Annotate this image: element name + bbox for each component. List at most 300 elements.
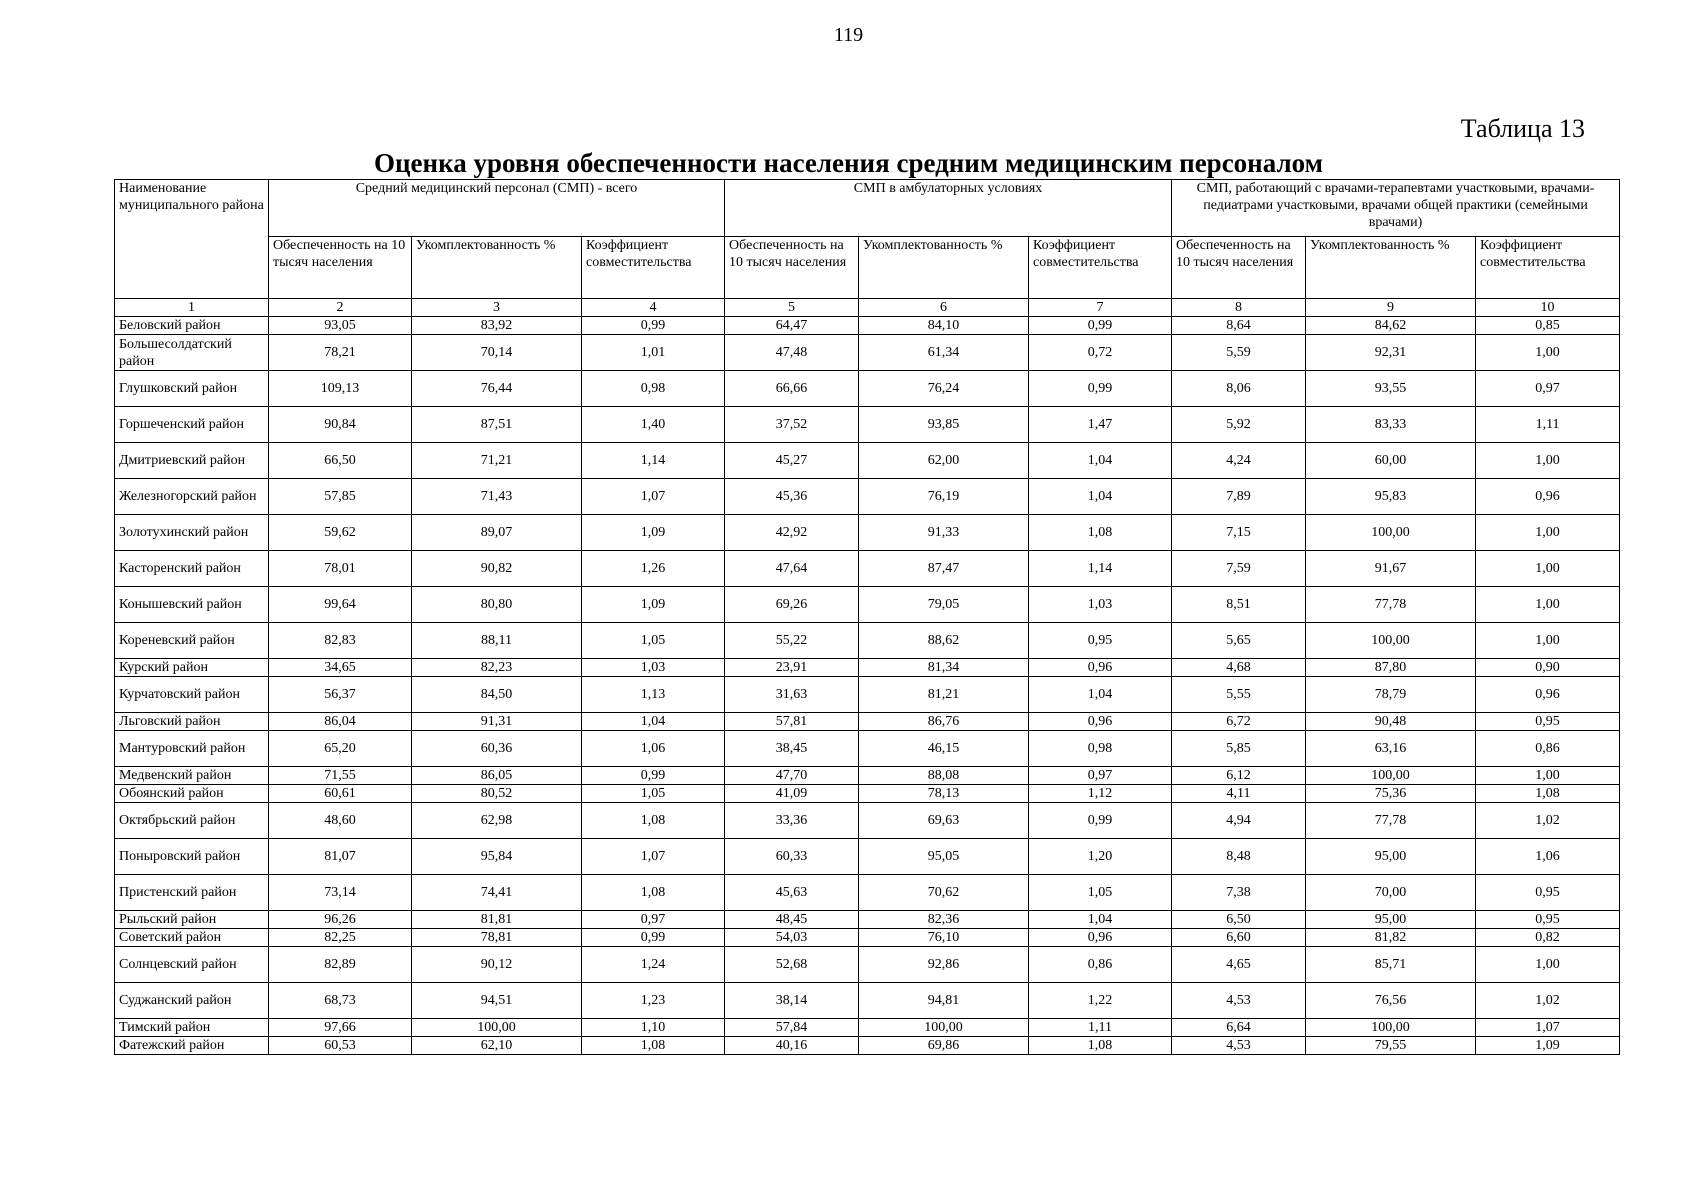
value-cell: 70,14	[412, 335, 582, 371]
value-cell: 1,02	[1476, 983, 1620, 1019]
column-number: 6	[859, 299, 1029, 317]
value-cell: 7,59	[1172, 551, 1306, 587]
value-cell: 4,53	[1172, 1037, 1306, 1055]
district-name-cell: Касторенский район	[115, 551, 269, 587]
value-cell: 34,65	[269, 659, 412, 677]
value-cell: 1,04	[1029, 677, 1172, 713]
value-cell: 92,86	[859, 947, 1029, 983]
value-cell: 90,82	[412, 551, 582, 587]
value-cell: 77,78	[1306, 803, 1476, 839]
value-cell: 81,81	[412, 911, 582, 929]
value-cell: 71,55	[269, 767, 412, 785]
value-cell: 1,24	[582, 947, 725, 983]
value-cell: 1,00	[1476, 551, 1620, 587]
table-label: Таблица 13	[1460, 114, 1585, 143]
value-cell: 0,72	[1029, 335, 1172, 371]
table-row	[115, 839, 1620, 875]
table-row	[115, 407, 1620, 443]
table-row	[115, 1019, 1620, 1037]
value-cell: 1,04	[582, 713, 725, 731]
value-cell: 4,94	[1172, 803, 1306, 839]
value-cell: 0,95	[1476, 911, 1620, 929]
value-cell: 83,33	[1306, 407, 1476, 443]
value-cell: 100,00	[1306, 623, 1476, 659]
value-cell: 41,09	[725, 785, 859, 803]
value-cell: 69,26	[725, 587, 859, 623]
value-cell: 1,23	[582, 983, 725, 1019]
value-cell: 0,99	[1029, 371, 1172, 407]
value-cell: 1,47	[1029, 407, 1172, 443]
value-cell: 1,14	[582, 443, 725, 479]
value-cell: 37,52	[725, 407, 859, 443]
value-cell: 1,13	[582, 677, 725, 713]
value-cell: 1,08	[1029, 1037, 1172, 1055]
value-cell: 1,00	[1476, 947, 1620, 983]
value-cell: 1,02	[1476, 803, 1620, 839]
value-cell: 91,31	[412, 713, 582, 731]
value-cell: 5,85	[1172, 731, 1306, 767]
value-cell: 1,08	[1029, 515, 1172, 551]
header-coefficient: Коэффициент совместительства	[582, 237, 725, 299]
district-name-cell: Медвенский район	[115, 767, 269, 785]
value-cell: 66,50	[269, 443, 412, 479]
value-cell: 1,08	[582, 803, 725, 839]
district-name-cell: Рыльский район	[115, 911, 269, 929]
value-cell: 83,92	[412, 317, 582, 335]
header-provision: Обеспеченность на 10 тысяч населения	[269, 237, 412, 299]
value-cell: 1,20	[1029, 839, 1172, 875]
district-name-cell: Курский район	[115, 659, 269, 677]
value-cell: 62,98	[412, 803, 582, 839]
value-cell: 62,00	[859, 443, 1029, 479]
value-cell: 100,00	[1306, 515, 1476, 551]
district-name-cell: Курчатовский район	[115, 677, 269, 713]
value-cell: 8,64	[1172, 317, 1306, 335]
value-cell: 92,31	[1306, 335, 1476, 371]
value-cell: 1,08	[582, 875, 725, 911]
column-number: 9	[1306, 299, 1476, 317]
value-cell: 90,84	[269, 407, 412, 443]
value-cell: 60,53	[269, 1037, 412, 1055]
table-row	[115, 551, 1620, 587]
value-cell: 61,34	[859, 335, 1029, 371]
value-cell: 84,62	[1306, 317, 1476, 335]
value-cell: 40,16	[725, 1037, 859, 1055]
value-cell: 89,07	[412, 515, 582, 551]
value-cell: 5,65	[1172, 623, 1306, 659]
value-cell: 80,80	[412, 587, 582, 623]
value-cell: 52,68	[725, 947, 859, 983]
value-cell: 1,40	[582, 407, 725, 443]
value-cell: 59,62	[269, 515, 412, 551]
table-row	[115, 983, 1620, 1019]
value-cell: 0,85	[1476, 317, 1620, 335]
column-number: 8	[1172, 299, 1306, 317]
value-cell: 0,96	[1476, 677, 1620, 713]
value-cell: 1,10	[582, 1019, 725, 1037]
value-cell: 5,55	[1172, 677, 1306, 713]
value-cell: 76,56	[1306, 983, 1476, 1019]
header-group-total: Средний медицинский персонал (СМП) - всего	[269, 180, 725, 237]
value-cell: 77,78	[1306, 587, 1476, 623]
value-cell: 1,08	[1476, 785, 1620, 803]
value-cell: 1,22	[1029, 983, 1172, 1019]
value-cell: 97,66	[269, 1019, 412, 1037]
value-cell: 0,99	[1029, 803, 1172, 839]
district-name-cell: Мантуровский район	[115, 731, 269, 767]
value-cell: 1,11	[1476, 407, 1620, 443]
table-row	[115, 785, 1620, 803]
value-cell: 79,05	[859, 587, 1029, 623]
header-provision: Обеспеченность на 10 тысяч населения	[1172, 237, 1306, 299]
value-cell: 47,70	[725, 767, 859, 785]
column-number: 5	[725, 299, 859, 317]
value-cell: 0,97	[1476, 371, 1620, 407]
value-cell: 81,34	[859, 659, 1029, 677]
value-cell: 70,00	[1306, 875, 1476, 911]
document-title: Оценка уровня обеспеченности населения средним медицинским персоналом	[373, 148, 1324, 178]
value-cell: 84,10	[859, 317, 1029, 335]
value-cell: 60,33	[725, 839, 859, 875]
value-cell: 55,22	[725, 623, 859, 659]
table-row	[115, 731, 1620, 767]
value-cell: 4,24	[1172, 443, 1306, 479]
header-staffing: Укомплектованность %	[859, 237, 1029, 299]
value-cell: 0,82	[1476, 929, 1620, 947]
value-cell: 0,99	[582, 767, 725, 785]
value-cell: 75,36	[1306, 785, 1476, 803]
value-cell: 109,13	[269, 371, 412, 407]
value-cell: 8,06	[1172, 371, 1306, 407]
value-cell: 100,00	[859, 1019, 1029, 1037]
value-cell: 100,00	[1306, 767, 1476, 785]
value-cell: 23,91	[725, 659, 859, 677]
district-name-cell: Дмитриевский район	[115, 443, 269, 479]
value-cell: 42,92	[725, 515, 859, 551]
value-cell: 4,11	[1172, 785, 1306, 803]
value-cell: 79,55	[1306, 1037, 1476, 1055]
value-cell: 31,63	[725, 677, 859, 713]
value-cell: 56,37	[269, 677, 412, 713]
value-cell: 66,66	[725, 371, 859, 407]
value-cell: 69,86	[859, 1037, 1029, 1055]
value-cell: 60,36	[412, 731, 582, 767]
value-cell: 93,85	[859, 407, 1029, 443]
district-name-cell: Конышевский район	[115, 587, 269, 623]
value-cell: 1,12	[1029, 785, 1172, 803]
table-row	[115, 803, 1620, 839]
header-district-name: Наименование муниципального района	[115, 180, 269, 299]
value-cell: 1,05	[582, 623, 725, 659]
value-cell: 64,47	[725, 317, 859, 335]
district-name-cell: Беловский район	[115, 317, 269, 335]
value-cell: 4,68	[1172, 659, 1306, 677]
value-cell: 5,92	[1172, 407, 1306, 443]
table-row	[115, 677, 1620, 713]
value-cell: 95,83	[1306, 479, 1476, 515]
value-cell: 7,38	[1172, 875, 1306, 911]
value-cell: 1,03	[582, 659, 725, 677]
value-cell: 8,48	[1172, 839, 1306, 875]
value-cell: 48,60	[269, 803, 412, 839]
district-name-cell: Советский район	[115, 929, 269, 947]
column-number: 2	[269, 299, 412, 317]
value-cell: 96,26	[269, 911, 412, 929]
value-cell: 0,96	[1029, 929, 1172, 947]
value-cell: 69,63	[859, 803, 1029, 839]
value-cell: 6,12	[1172, 767, 1306, 785]
value-cell: 82,25	[269, 929, 412, 947]
value-cell: 95,00	[1306, 839, 1476, 875]
value-cell: 81,82	[1306, 929, 1476, 947]
district-name-cell: Льговский район	[115, 713, 269, 731]
value-cell: 80,52	[412, 785, 582, 803]
header-staffing: Укомплектованность %	[412, 237, 582, 299]
district-name-cell: Пристенский район	[115, 875, 269, 911]
value-cell: 78,21	[269, 335, 412, 371]
value-cell: 74,41	[412, 875, 582, 911]
value-cell: 99,64	[269, 587, 412, 623]
district-name-cell: Золотухинский район	[115, 515, 269, 551]
value-cell: 87,80	[1306, 659, 1476, 677]
district-name-cell: Большесолдатский район	[115, 335, 269, 371]
value-cell: 1,00	[1476, 587, 1620, 623]
table-row	[115, 335, 1620, 371]
value-cell: 76,44	[412, 371, 582, 407]
value-cell: 1,00	[1476, 767, 1620, 785]
value-cell: 0,99	[582, 929, 725, 947]
value-cell: 88,08	[859, 767, 1029, 785]
district-name-cell: Солнцевский район	[115, 947, 269, 983]
value-cell: 93,55	[1306, 371, 1476, 407]
value-cell: 0,90	[1476, 659, 1620, 677]
header-group-district-doctors: СМП, работающий с врачами-терапевтами участковыми, врачами-педиатрами участковыми, врачами общей практики (семейными врачами)	[1172, 180, 1620, 237]
header-coefficient: Коэффициент совместительства	[1476, 237, 1620, 299]
value-cell: 84,50	[412, 677, 582, 713]
page-number: 119	[833, 24, 864, 46]
table-row	[115, 587, 1620, 623]
value-cell: 90,48	[1306, 713, 1476, 731]
value-cell: 65,20	[269, 731, 412, 767]
value-cell: 1,01	[582, 335, 725, 371]
table-row	[115, 929, 1620, 947]
value-cell: 4,65	[1172, 947, 1306, 983]
column-number: 4	[582, 299, 725, 317]
value-cell: 86,05	[412, 767, 582, 785]
value-cell: 1,09	[582, 515, 725, 551]
value-cell: 95,84	[412, 839, 582, 875]
value-cell: 78,13	[859, 785, 1029, 803]
value-cell: 81,07	[269, 839, 412, 875]
value-cell: 1,04	[1029, 443, 1172, 479]
table-row	[115, 875, 1620, 911]
column-number: 10	[1476, 299, 1620, 317]
value-cell: 76,24	[859, 371, 1029, 407]
value-cell: 85,71	[1306, 947, 1476, 983]
value-cell: 6,64	[1172, 1019, 1306, 1037]
value-cell: 62,10	[412, 1037, 582, 1055]
value-cell: 0,95	[1476, 875, 1620, 911]
value-cell: 0,86	[1476, 731, 1620, 767]
value-cell: 48,45	[725, 911, 859, 929]
table-row	[115, 371, 1620, 407]
value-cell: 0,98	[582, 371, 725, 407]
value-cell: 1,04	[1029, 911, 1172, 929]
value-cell: 70,62	[859, 875, 1029, 911]
table-row	[115, 1037, 1620, 1055]
value-cell: 60,61	[269, 785, 412, 803]
value-cell: 33,36	[725, 803, 859, 839]
value-cell: 88,62	[859, 623, 1029, 659]
value-cell: 87,47	[859, 551, 1029, 587]
value-cell: 1,05	[1029, 875, 1172, 911]
value-cell: 91,33	[859, 515, 1029, 551]
district-name-cell: Обоянский район	[115, 785, 269, 803]
header-group-outpatient: СМП в амбулаторных условиях	[725, 180, 1172, 237]
district-name-cell: Суджанский район	[115, 983, 269, 1019]
value-cell: 0,99	[582, 317, 725, 335]
value-cell: 47,48	[725, 335, 859, 371]
table-row	[115, 623, 1620, 659]
table-row	[115, 911, 1620, 929]
district-name-cell: Горшеченский район	[115, 407, 269, 443]
value-cell: 1,07	[582, 839, 725, 875]
value-cell: 95,00	[1306, 911, 1476, 929]
value-cell: 1,05	[582, 785, 725, 803]
header-provision: Обеспеченность на 10 тысяч населения	[725, 237, 859, 299]
value-cell: 81,21	[859, 677, 1029, 713]
value-cell: 90,12	[412, 947, 582, 983]
value-cell: 1,04	[1029, 479, 1172, 515]
district-name-cell: Глушковский район	[115, 371, 269, 407]
column-number: 1	[115, 299, 269, 317]
provision-table	[114, 179, 1620, 1055]
value-cell: 1,11	[1029, 1019, 1172, 1037]
value-cell: 0,96	[1029, 713, 1172, 731]
district-name-cell: Кореневский район	[115, 623, 269, 659]
district-name-cell: Фатежский район	[115, 1037, 269, 1055]
value-cell: 94,81	[859, 983, 1029, 1019]
value-cell: 0,86	[1029, 947, 1172, 983]
value-cell: 71,21	[412, 443, 582, 479]
column-number: 3	[412, 299, 582, 317]
value-cell: 45,63	[725, 875, 859, 911]
value-cell: 95,05	[859, 839, 1029, 875]
value-cell: 86,76	[859, 713, 1029, 731]
table-row	[115, 443, 1620, 479]
value-cell: 46,15	[859, 731, 1029, 767]
value-cell: 1,03	[1029, 587, 1172, 623]
table-row	[115, 767, 1620, 785]
value-cell: 1,00	[1476, 623, 1620, 659]
value-cell: 63,16	[1306, 731, 1476, 767]
value-cell: 0,98	[1029, 731, 1172, 767]
value-cell: 73,14	[269, 875, 412, 911]
value-cell: 88,11	[412, 623, 582, 659]
header-staffing: Укомплектованность %	[1306, 237, 1476, 299]
value-cell: 100,00	[1306, 1019, 1476, 1037]
value-cell: 6,50	[1172, 911, 1306, 929]
value-cell: 0,99	[1029, 317, 1172, 335]
value-cell: 57,81	[725, 713, 859, 731]
value-cell: 78,79	[1306, 677, 1476, 713]
value-cell: 1,07	[1476, 1019, 1620, 1037]
value-cell: 94,51	[412, 983, 582, 1019]
value-cell: 1,00	[1476, 443, 1620, 479]
value-cell: 76,10	[859, 929, 1029, 947]
value-cell: 6,72	[1172, 713, 1306, 731]
value-cell: 1,08	[582, 1037, 725, 1055]
value-cell: 60,00	[1306, 443, 1476, 479]
table-row	[115, 947, 1620, 983]
value-cell: 76,19	[859, 479, 1029, 515]
value-cell: 82,83	[269, 623, 412, 659]
value-cell: 54,03	[725, 929, 859, 947]
value-cell: 78,01	[269, 551, 412, 587]
value-cell: 1,07	[582, 479, 725, 515]
value-cell: 57,85	[269, 479, 412, 515]
table-row	[115, 713, 1620, 731]
value-cell: 38,45	[725, 731, 859, 767]
value-cell: 0,97	[1029, 767, 1172, 785]
table-row	[115, 515, 1620, 551]
column-number: 7	[1029, 299, 1172, 317]
value-cell: 8,51	[1172, 587, 1306, 623]
value-cell: 1,00	[1476, 515, 1620, 551]
value-cell: 47,64	[725, 551, 859, 587]
header-coefficient: Коэффициент совместительства	[1029, 237, 1172, 299]
value-cell: 5,59	[1172, 335, 1306, 371]
value-cell: 1,14	[1029, 551, 1172, 587]
value-cell: 45,27	[725, 443, 859, 479]
value-cell: 0,97	[582, 911, 725, 929]
value-cell: 1,00	[1476, 335, 1620, 371]
value-cell: 4,53	[1172, 983, 1306, 1019]
value-cell: 7,15	[1172, 515, 1306, 551]
value-cell: 45,36	[725, 479, 859, 515]
table-row	[115, 479, 1620, 515]
value-cell: 57,84	[725, 1019, 859, 1037]
value-cell: 0,96	[1476, 479, 1620, 515]
value-cell: 0,95	[1476, 713, 1620, 731]
table-row	[115, 659, 1620, 677]
value-cell: 1,09	[1476, 1037, 1620, 1055]
value-cell: 0,96	[1029, 659, 1172, 677]
value-cell: 86,04	[269, 713, 412, 731]
value-cell: 1,09	[582, 587, 725, 623]
district-name-cell: Октябрьский район	[115, 803, 269, 839]
table-row	[115, 317, 1620, 335]
value-cell: 1,26	[582, 551, 725, 587]
value-cell: 6,60	[1172, 929, 1306, 947]
value-cell: 0,95	[1029, 623, 1172, 659]
value-cell: 100,00	[412, 1019, 582, 1037]
value-cell: 87,51	[412, 407, 582, 443]
value-cell: 71,43	[412, 479, 582, 515]
value-cell: 1,06	[1476, 839, 1620, 875]
value-cell: 7,89	[1172, 479, 1306, 515]
value-cell: 82,23	[412, 659, 582, 677]
value-cell: 1,06	[582, 731, 725, 767]
value-cell: 91,67	[1306, 551, 1476, 587]
district-name-cell: Тимский район	[115, 1019, 269, 1037]
value-cell: 82,36	[859, 911, 1029, 929]
value-cell: 82,89	[269, 947, 412, 983]
value-cell: 78,81	[412, 929, 582, 947]
value-cell: 38,14	[725, 983, 859, 1019]
district-name-cell: Железногорский район	[115, 479, 269, 515]
value-cell: 93,05	[269, 317, 412, 335]
